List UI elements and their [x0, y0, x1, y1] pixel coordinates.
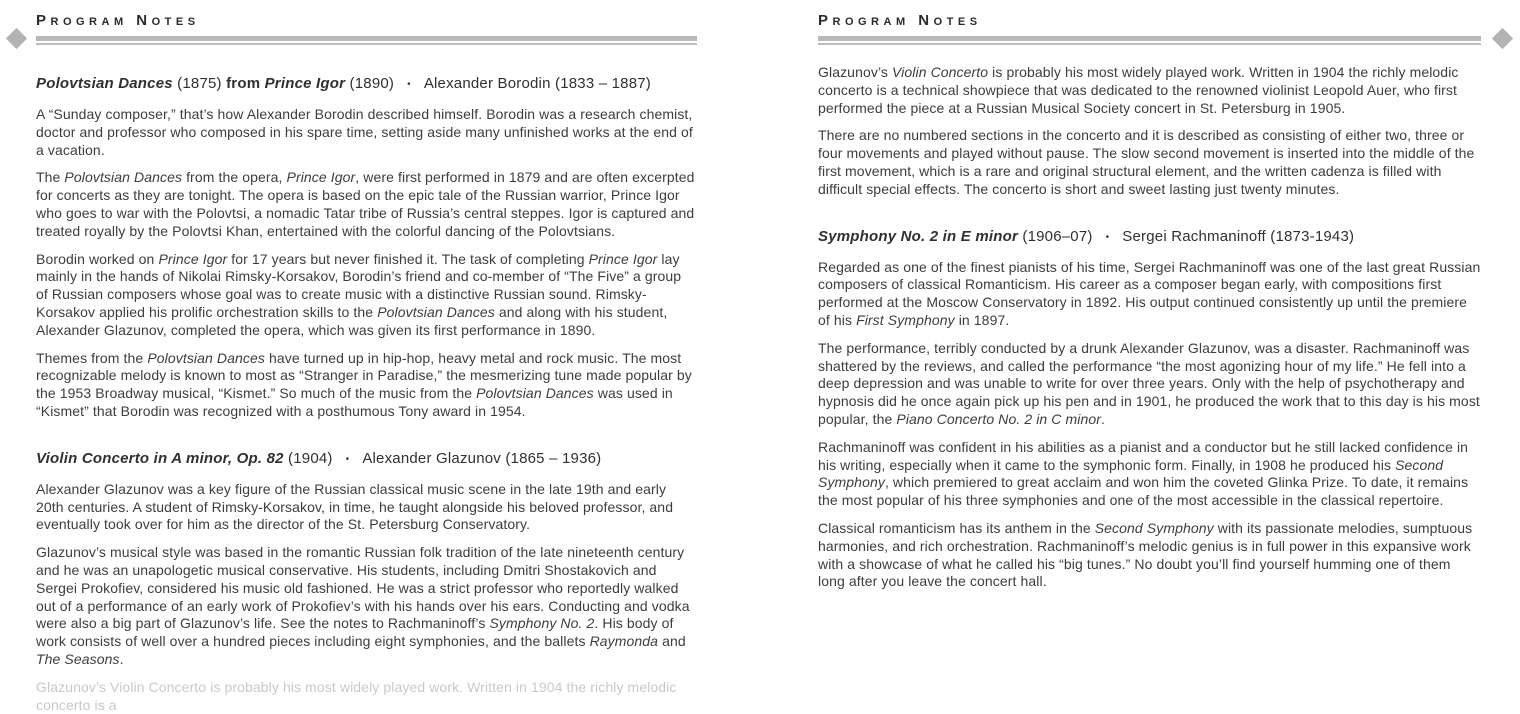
text-segment: Polovtsian Dances: [377, 303, 495, 320]
text-segment: Prince Igor: [286, 169, 356, 186]
text-segment: Alexander Glazunov (1865 – 1936): [362, 449, 602, 467]
text-segment: Alexander Borodin (1833 – 1887): [423, 75, 651, 92]
text-segment: The: [36, 169, 65, 186]
header-rule: [36, 36, 697, 45]
text-segment: (1904): [283, 449, 333, 467]
text-segment: Glazunov’s: [818, 64, 892, 80]
text-segment: Second Symphony: [818, 456, 1444, 491]
bullet-separator-icon: •: [345, 453, 350, 465]
bullet-separator-icon: •: [1105, 231, 1110, 243]
paragraph: [818, 64, 1481, 117]
paragraph: [36, 106, 697, 159]
paragraph: [36, 251, 697, 340]
text-segment: Prince Igor: [260, 75, 346, 92]
text-segment: Polovtsian Dances: [64, 169, 183, 186]
text-segment: . His body of work consists of well over a hundred pieces including eight symphonies, and the ballets: [36, 615, 674, 650]
paragraph: [818, 340, 1481, 429]
text-segment: Second Symphony: [1094, 519, 1214, 536]
text-segment: Piano Concerto No. 2 in C minor: [896, 410, 1102, 427]
text-segment: Polovtsian Dances: [476, 385, 594, 402]
text-segment: The Seasons: [36, 650, 120, 667]
rule-thick-bar: [818, 36, 1481, 41]
page-right-content: [818, 64, 1481, 591]
text-segment: was used in “Kismet” that Borodin was recognized with a posthumous Tony award in 1954.: [36, 385, 673, 419]
work-heading-violin-concerto: [36, 450, 697, 467]
text-segment: Glazunov’s musical style was based in the romantic Russian folk tradition of the late nineteenth century and he was an unapologetic musical conservative. His students, including Dmitri Shostakovich and Sergei Prokofiev, considered his music old fashioned. He was a strict professor who reportedly walked out of a performance of an early work of Prokofiev’s with his hands over his ears. Conducting and vodka were also a big part of Glazunov’s life. See the notes to Rachmaninoff’s: [36, 544, 690, 632]
text-segment: is probably his most widely played work. Written in 1904 the richly melodic concerto is a technical showpiece that was dedicated to the renowned violinist Leopold Auer, who first performed the piece at a Russian Musical Society concert in St. Petersburg in 1905.: [818, 64, 1459, 116]
paragraph: [818, 520, 1481, 591]
text-segment: Alexander Glazunov was a key figure of the Russian classical music scene in the late 19th and early 20th centuries. A student of Rimsky-Korsakov, in time, he taught alongside his beloved professor, and eventually took over for him as the director of the St. Petersburg Conservatory.: [36, 480, 674, 533]
text-segment: .: [1101, 410, 1106, 427]
page-right: [818, 12, 1481, 601]
text-segment: The performance, terribly conducted by a drunk Alexander Glazunov, was a disaster. Rachmaninoff was shattered by the reviews, and called the performance “the most agonizing hour of my life.” He fell into a deep depression and was unable to write for over three years. Only with the help of psychotherapy and hypnosis did he once again pick up his pen and in 1901, he produced the work that to this day is his most popular, the: [818, 339, 1480, 427]
work-heading-polovtsian-dances: [36, 75, 697, 92]
text-segment: and: [658, 633, 686, 650]
text-segment: and along with his student, Alexander Glazunov, completed the opera, which was given its first performance in 1890.: [36, 303, 668, 338]
text-segment: from: [226, 75, 261, 92]
rule-thin-line: [36, 43, 697, 45]
text-segment: Symphony No. 2: [489, 615, 595, 632]
paragraph: [818, 127, 1481, 198]
text-segment: Violin Concerto: [892, 64, 989, 80]
page-header: [36, 12, 697, 45]
clipped-line-text: [36, 679, 697, 714]
paragraph: [36, 481, 697, 534]
paragraph: [36, 544, 697, 669]
text-segment: Themes from the: [36, 349, 148, 366]
text-segment: .: [119, 650, 124, 667]
paragraph: [36, 169, 697, 240]
text-segment: There are no numbered sections in the concerto and it is described as consisting of either two, three or four movements and played without pause. The slow second movement is inserted into the middle of the first movement, which is a rare and original structural element, and the written cadenza is filled with difficult special effects. The concerto is short and sweet lasting just twenty minutes.: [818, 127, 1475, 197]
text-segment: Rachmaninoff was confident in his abilities as a pianist and a conductor but he still lacked confidence in his writing, especially when it came to the symphonic form. Finally, in 1908 he produced his: [818, 438, 1469, 473]
work-heading-symphony-no-2: [818, 228, 1481, 245]
text-segment: , which premiered to great acclaim and won him the coveted Glinka Prize. To date, it remains the most popular of his three symphonies and one of the most accessible in the classical repertoire.: [818, 474, 1469, 509]
text-segment: from the opera,: [182, 169, 287, 186]
page-left-content: [36, 75, 697, 713]
page-left: [36, 12, 697, 713]
text-segment: have turned up in hip-hop, heavy metal and rock music. The most recognizable melody is known to most as “Stranger in Paradise,” the mesmerizing tune made popular by the 1953 Broadway musical, “Kismet.” So much of the music from the: [36, 349, 692, 402]
text-segment: lay mainly in the hands of Nikolai Rimsky-Korsakov, Borodin’s friend and co-member of “The Five” a group of Russian composers whose goal was to create music with a distinctive Russian sound. Rimsky-Korsakov applied his prolific orchestration skills to the: [36, 250, 682, 320]
text-segment: Regarded as one of the finest pianists of his time, Sergei Rachmaninoff was one of the last great Russian composers of classical Romanticism. His career as a composer began early, with compositions first performed at the Moscow Conservatory in 1892. His output continued consistently up until the premiere of his: [818, 258, 1481, 328]
text-segment: Raymonda: [589, 633, 659, 650]
text-segment: Polovtsian Dances: [36, 75, 173, 92]
text-segment: (1906–07): [1018, 227, 1093, 245]
clipped-line: [36, 678, 697, 713]
text-segment: Symphony No. 2 in E minor: [818, 227, 1019, 245]
bullet-separator-icon: •: [407, 79, 411, 90]
text-segment: Borodin worked on: [36, 250, 159, 267]
text-segment: (1875): [172, 75, 227, 92]
text-segment: in 1897.: [954, 311, 1010, 328]
text-segment: for 17 years but never finished it. The task of completing: [227, 250, 589, 267]
text-segment: (1890): [345, 75, 395, 92]
text-segment: Violin Concerto in A minor, Op. 82: [36, 449, 284, 467]
rule-thin-line: [818, 43, 1481, 45]
paragraph: [36, 350, 697, 421]
page-title: Program Notes: [36, 12, 200, 29]
text-segment: Prince Igor: [588, 250, 658, 267]
text-segment: Prince Igor: [158, 250, 228, 267]
text-segment: First Symphony: [856, 311, 955, 328]
text-segment: Classical romanticism has its anthem in the: [818, 519, 1095, 536]
paragraph: [818, 259, 1481, 330]
text-segment: Polovtsian Dances: [147, 349, 265, 366]
rule-thick-bar: [36, 36, 697, 41]
text-segment: Glazunov’s Violin Concerto is probably his most widely played work. Written in 1904 the richly melodic concerto is a: [36, 678, 677, 713]
page-header: [818, 12, 1481, 45]
text-segment: A “Sunday composer,” that’s how Alexander Borodin described himself. Borodin was a research chemist, doctor and professor who composed in his spare time, setting aside many unfinished works at the end of a vacation.: [36, 106, 693, 158]
corner-diamond-icon: [6, 28, 27, 49]
paragraph: [818, 439, 1481, 510]
header-rule: [818, 36, 1481, 45]
corner-diamond-icon: [1492, 28, 1513, 49]
text-segment: Sergei Rachmaninoff (1873-1943): [1122, 227, 1355, 245]
text-segment: with its passionate melodies, sumptuous harmonies, and rich orchestration. Rachmaninoff’s melodic genius is in full power in this expansive work with a showcase of what he called his “big tunes.” No doubt you’ll find yourself humming one of them long after you leave the concert hall.: [818, 519, 1473, 590]
page-title: Program Notes: [818, 12, 982, 29]
text-segment: , were first performed in 1879 and are often excerpted for concerts as they are tonight. The opera is based on the epic tale of the Russian warrior, Prince Igor who goes to war with the Polovtsi, a nomadic Tatar tribe of Russia’s central steppes. Igor is captured and treated royally by the Polovtsi Khan, entertained with the colorful dancing of the Polovtsians.: [36, 169, 695, 239]
